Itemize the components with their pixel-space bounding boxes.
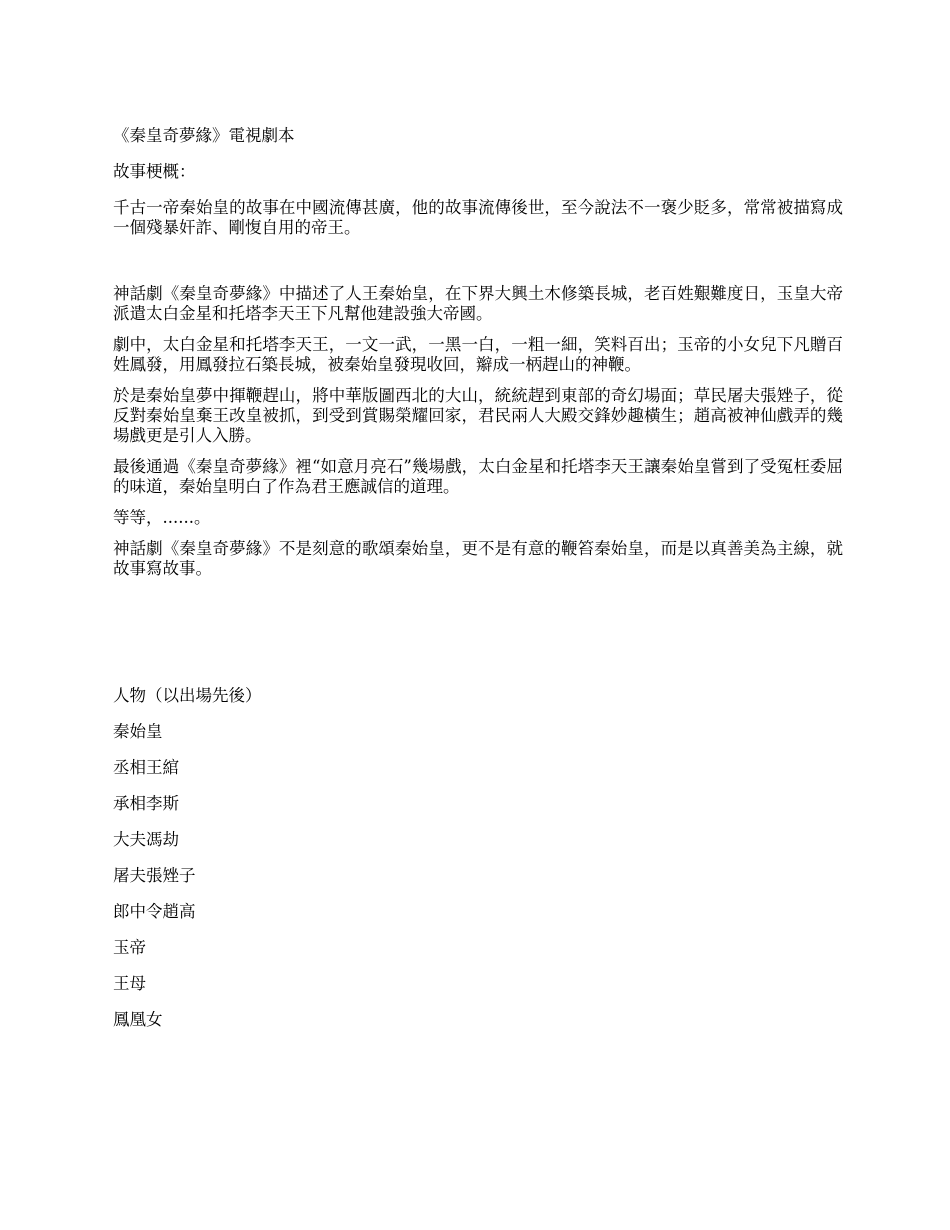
cast-item: 屠夫張矬子 [113, 866, 196, 885]
cast-item: 秦始皇 [113, 722, 163, 741]
document-title: 《秦皇奇夢緣》電視劇本 [113, 126, 295, 145]
document-page [113, 126, 843, 1046]
synopsis-paragraph: 最後通過《秦皇奇夢緣》裡“如意月亮石”幾場戲，太白金星和托塔李天王讓秦始皇嘗到了受冤枉委屈的味道，秦始皇明白了作為君王應誠信的道理。 [113, 457, 843, 496]
cast-item: 丞相王綰 [113, 758, 179, 777]
synopsis-heading: 故事梗概： [113, 162, 196, 181]
cast-item: 承相李斯 [113, 794, 179, 813]
cast-list [113, 686, 843, 1030]
synopsis-paragraph: 等等，......。 [113, 508, 211, 527]
cast-heading: 人物（以出場先後） [113, 686, 262, 705]
cast-item: 王母 [113, 974, 146, 993]
cast-item: 鳳凰女 [113, 1010, 163, 1029]
synopsis-paragraph: 神話劇《秦皇奇夢緣》中描述了人王秦始皇，在下界大興土木修築長城，老百姓艱難度日，玉皇大帝派遣太白金星和托塔李天王下凡幫他建設強大帝國。 [113, 284, 843, 323]
synopsis-paragraph: 於是秦始皇夢中揮鞭趕山，將中華版圖西北的大山，統統趕到東部的奇幻場面；草民屠夫張矬子，從反對秦始皇棄王改皇被抓，到受到賞賜榮耀回家，君民兩人大殿交鋒妙趣橫生；趙高被神仙戲弄的幾場戲更是引人入勝。 [113, 386, 843, 445]
cast-item: 大夫馮劫 [113, 830, 179, 849]
cast-item: 玉帝 [113, 938, 146, 957]
synopsis-paragraph: 劇中，太白金星和托塔李天王，一文一武，一黑一白，一粗一細，笑料百出；玉帝的小女兒下凡贈百姓鳳發，用鳳發拉石築長城，被秦始皇發現收回，辮成一柄趕山的神鞭。 [113, 335, 843, 374]
synopsis-paragraph: 神話劇《秦皇奇夢緣》不是刻意的歌頌秦始皇，更不是有意的鞭笞秦始皇，而是以真善美為主線，就故事寫故事。 [113, 539, 843, 578]
cast-item: 郎中令趙高 [113, 902, 196, 921]
synopsis-paragraph: 千古一帝秦始皇的故事在中國流傳甚廣，他的故事流傳後世，至今說法不一褒少貶多，常常被描寫成一個殘暴奸詐、剛愎自用的帝王。 [113, 198, 843, 237]
